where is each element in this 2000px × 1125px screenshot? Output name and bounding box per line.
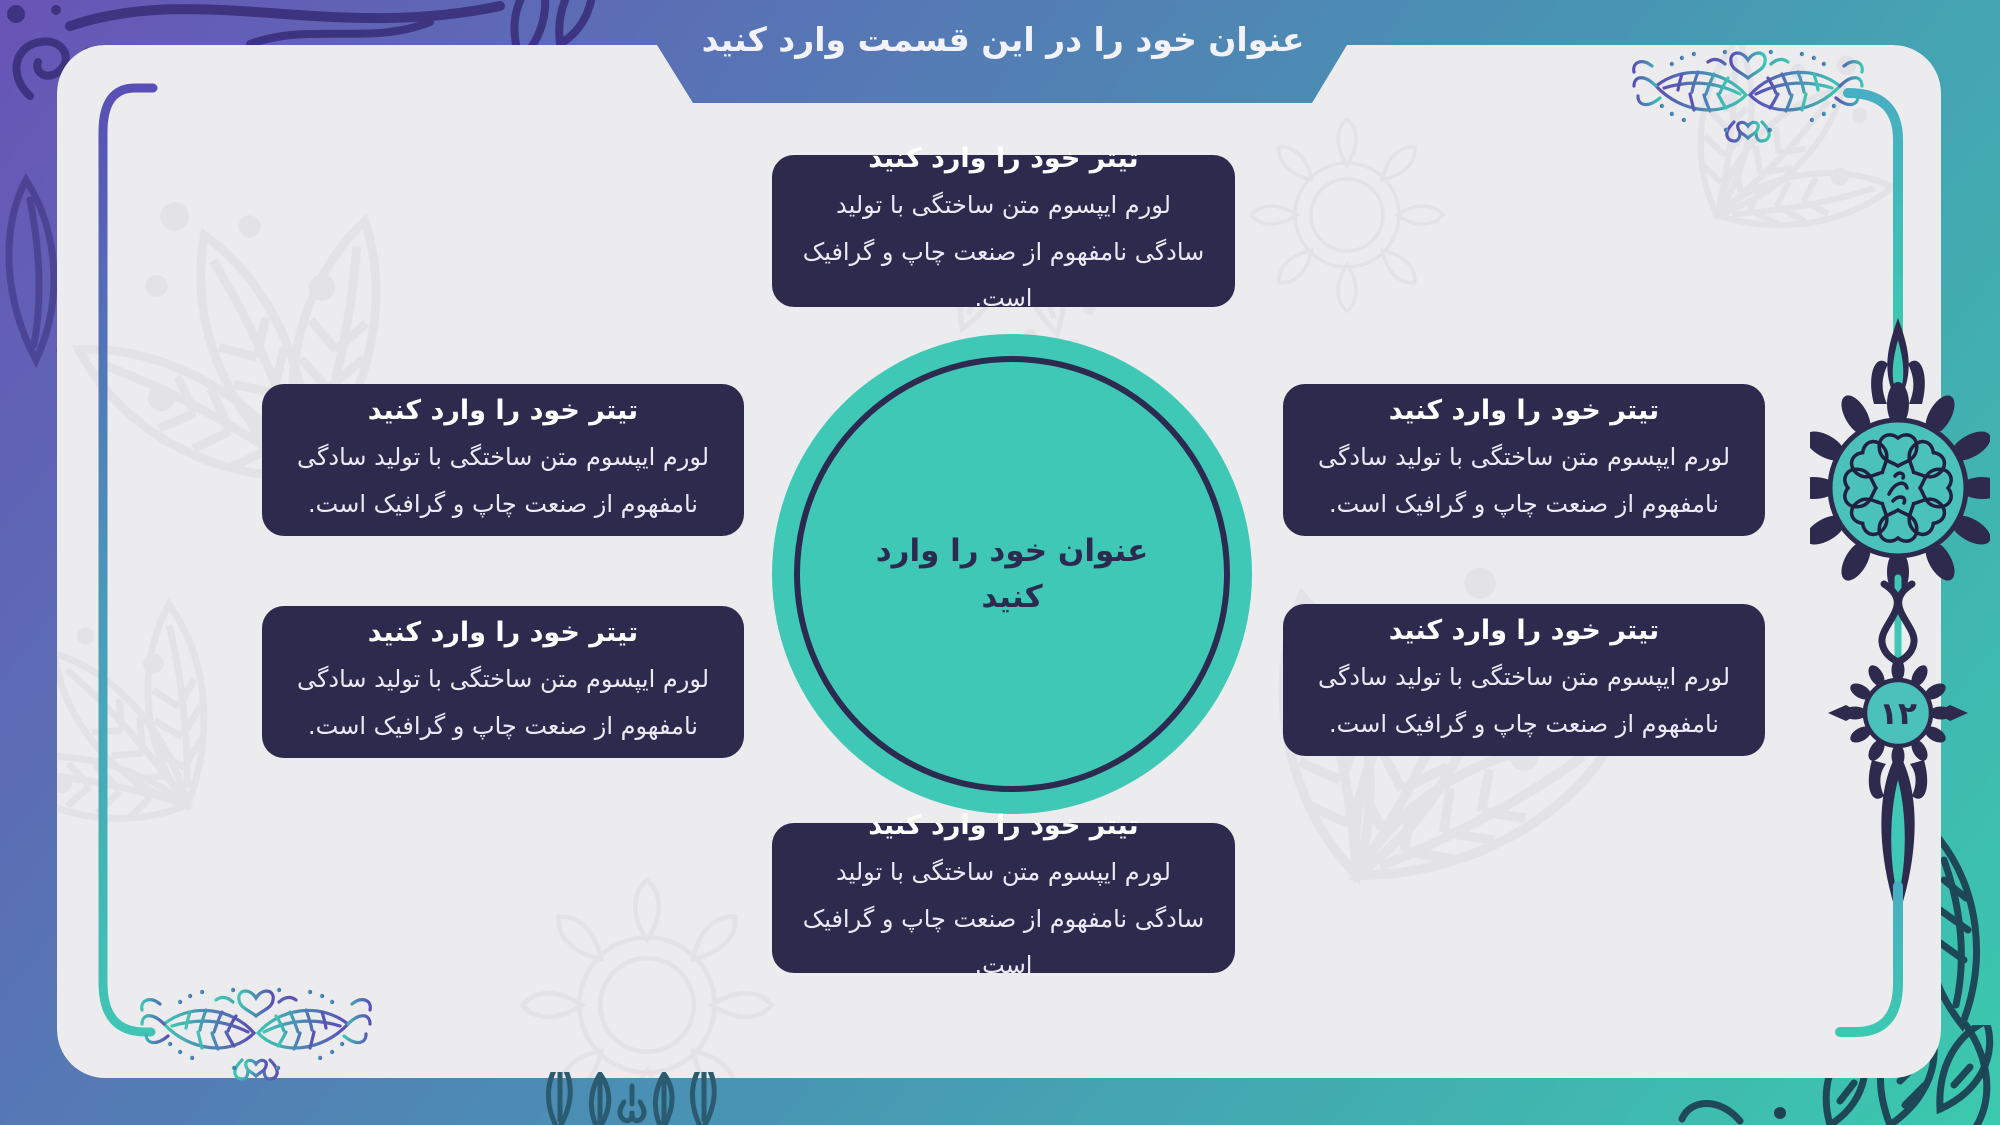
info-box-left-bottom[interactable]	[262, 606, 744, 758]
background-flourish-bottom-center-icon	[520, 1072, 740, 1125]
info-box-body: لورم ایپسوم متن ساختگی با تولید سادگی نامفهوم از صنعت چاپ و گرافیک است.	[802, 857, 1205, 980]
info-box-body: لورم ایپسوم متن ساختگی با تولید سادگی نامفهوم از صنعت چاپ و گرافیک است.	[296, 665, 710, 740]
info-box-top[interactable]	[772, 142, 1235, 313]
slide-title[interactable]: عنوان خود را در این قسمت وارد کنید	[701, 19, 1305, 59]
info-box-title: تیتر خود را وارد کنید	[367, 617, 639, 649]
info-box-title: تیتر خود را وارد کنید	[868, 142, 1139, 174]
info-box-title: تیتر خود را وارد کنید	[367, 395, 639, 427]
info-box-title: تیتر خود را وارد کنید	[868, 809, 1139, 841]
info-box-right-bottom[interactable]	[1283, 604, 1765, 756]
info-box-body: لورم ایپسوم متن ساختگی با تولید سادگی نامفهوم از صنعت چاپ و گرافیک است.	[1317, 443, 1731, 518]
info-box-title: تیتر خود را وارد کنید	[1388, 615, 1660, 647]
info-box-left-top[interactable]	[262, 384, 744, 536]
center-circle[interactable]	[772, 334, 1252, 814]
info-box-bottom[interactable]	[772, 809, 1235, 980]
right-frame-line	[1848, 93, 1898, 332]
braid-connector-icon	[1882, 578, 1914, 665]
page-number-badge	[1828, 659, 1968, 768]
left-frame-line	[85, 80, 165, 1055]
page-number: ۱۲	[1879, 696, 1917, 732]
info-box-right-top[interactable]	[1283, 384, 1765, 536]
corner-flourish-bottom-left-icon	[136, 976, 376, 1086]
municipality-emblem-icon	[1810, 382, 1990, 594]
info-box-body: لورم ایپسوم متن ساختگی با تولید سادگی نامفهوم از صنعت چاپ و گرافیک است.	[296, 443, 710, 518]
info-box-body: لورم ایپسوم متن ساختگی با تولید سادگی نامفهوم از صنعت چاپ و گرافیک است.	[1317, 663, 1731, 738]
right-rail-ornament	[1810, 80, 1990, 1040]
info-box-body: لورم ایپسوم متن ساختگی با تولید سادگی نامفهوم از صنعت چاپ و گرافیک است.	[802, 190, 1205, 313]
info-box-title: تیتر خود را وارد کنید	[1388, 395, 1660, 427]
center-circle-title: عنوان خود را وارد کنید	[875, 532, 1149, 615]
